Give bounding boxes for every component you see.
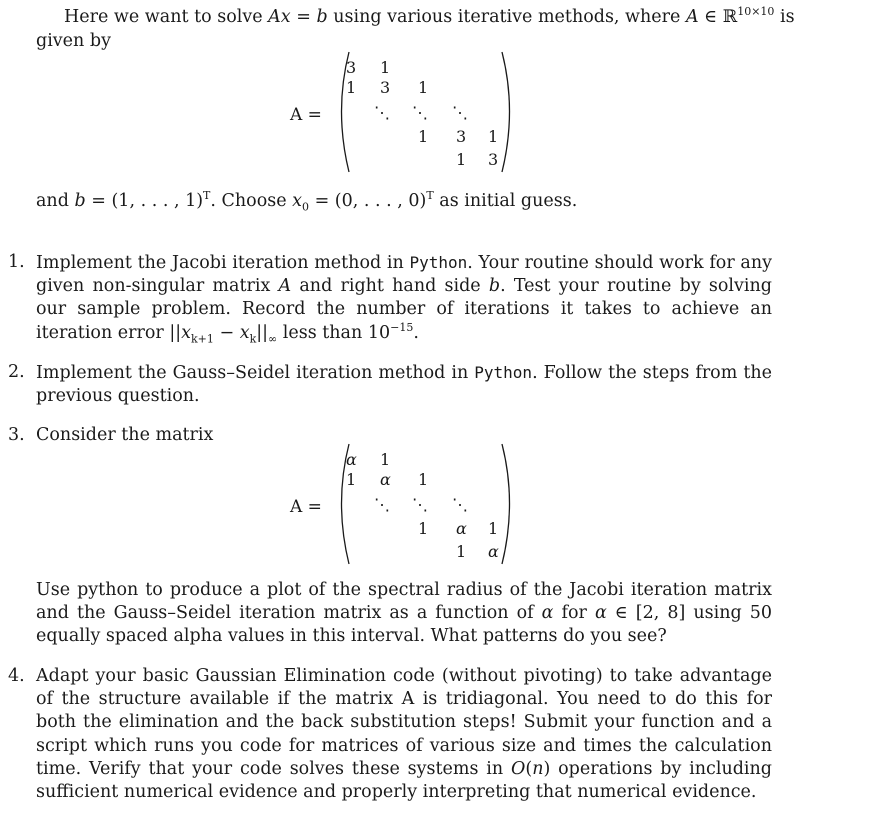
matrix-cell: 1 [488,519,499,538]
matrix-ddots: ⋱ [452,495,468,514]
text: . Choose [210,191,293,211]
matrix-cell: 1 [418,78,429,97]
matrix-2-right-paren [502,444,510,564]
math-sub: k [249,332,257,346]
item-3-text [36,579,772,649]
text: Implement the Gauss–Seidel iteration method in [36,363,475,383]
text: using 50 equally spaced alpha values in this interval. What patterns do you see? [36,603,772,647]
matrix-cell: 3 [346,58,357,77]
matrix-ddots: ⋱ [412,103,428,122]
text: . Your routine should work for any given non-singular matrix [36,253,772,297]
math-b: b [316,7,328,27]
matrix-cell: 1 [380,450,391,469]
matrix-2-lhs: A = [290,497,322,517]
math-x: x [292,191,303,211]
matrix-ddots: ⋱ [374,103,390,122]
math-paren: ) [543,758,551,779]
text: as initial guess. [433,191,578,211]
matrix-cell: 1 [418,519,429,538]
math-b-vector: = (1, . . . , 1) [85,191,204,211]
intro-text: Here we want to solve [64,7,269,27]
math-dim: 10×10 [737,5,775,19]
text: . [413,322,419,343]
intro-line-1 [64,6,795,29]
text: less than 10 [277,322,391,343]
math-b: b [74,191,86,211]
text: . Follow the steps from the previous question. [36,363,772,407]
math-n: n [532,758,544,779]
matrix-cell: 1 [346,78,357,97]
matrix-cell: 3 [456,127,467,146]
matrix-ddots: ⋱ [412,495,428,514]
math-norm: || [256,322,269,343]
item-1-text [36,251,772,345]
matrix-cell: 3 [488,150,499,169]
math-transpose: T [426,189,434,203]
text: for [553,603,595,624]
text: Implement the Jacobi iteration method in [36,253,410,273]
text: and right hand side [291,276,489,297]
item-1-number: 1. [8,252,25,272]
item-3-lead: Consider the matrix [36,425,214,445]
item-2-text [36,361,772,408]
text: . Test your routine by solving our sample problem. Record the number of iterations it takes to achieve an iteration error [36,276,772,343]
math-big-o: O [511,758,526,779]
matrix-cell: 1 [456,150,467,169]
matrix-1-lhs: A = [290,105,322,125]
matrix-1 [0,48,870,178]
matrix-cell: α [380,470,391,489]
math-A: A [685,7,699,27]
math-x0-vector: = (0, . . . , 0) [309,191,427,211]
math-sub: k+1 [191,332,214,346]
text: Use python to produce a plot of the spectral radius of the Jacobi iteration matrix and the Gauss–Seidel iteration matrix as a function of [36,580,772,624]
math-b: b [488,276,501,297]
math-infinity: ∞ [268,332,278,346]
initial-guess-line [36,190,577,213]
math-x-sub: 0 [302,200,310,214]
intro-text: using various iterative methods, where [327,7,686,27]
text: operations by including sufficient numerical evidence and properly interpreting that numerical evidence. [36,758,772,803]
matrix-1-right-paren [502,52,510,172]
math-ax: Ax [268,7,291,27]
item-4-number: 4. [8,666,25,686]
intro-line-2: given by [36,31,111,51]
math-paren: ( [525,758,533,779]
item-3-number: 3. [8,425,25,445]
math-eq: = [290,7,317,27]
math-exponent: −15 [390,320,414,334]
math-interval: ∈ [2, 8] [606,603,686,624]
math-x: x [181,322,192,343]
math-x: x [239,322,250,343]
math-A: A [278,276,292,297]
code-python: Python [409,253,468,272]
matrix-cell: 1 [418,127,429,146]
matrix-2 [0,440,870,570]
item-2-number: 2. [8,362,25,382]
text: Adapt your basic Gaussian Elimination code (without pivoting) to take advantage of the structure available if the matrix A is tridiagonal. You need to do this for both the elimination and the back substitution steps! Submit your function and a script which runs you code for matrices of various size and times the calculation time. Verify that your code solves these systems in [36,666,772,779]
matrix-cell: α [346,450,357,469]
math-transpose: T [203,189,211,203]
matrix-ddots: ⋱ [374,495,390,514]
matrix-cell: α [488,542,499,561]
matrix-cell: 1 [456,542,467,561]
matrix-cell: 1 [346,470,357,489]
math-norm: || [169,322,182,343]
text: and [36,191,75,211]
matrix-cell: 1 [488,127,499,146]
item-4-text [36,665,772,804]
matrix-cell: 3 [380,78,391,97]
math-alpha: α [541,603,554,624]
math-minus: − [213,322,240,343]
matrix-cell: α [456,519,467,538]
matrix-cell: 1 [380,58,391,77]
matrix-cell: 1 [418,470,429,489]
math-alpha: α [594,603,607,624]
math-in-R: ∈ ℝ [698,7,738,27]
code-python: Python [474,363,533,382]
matrix-ddots: ⋱ [452,103,468,122]
intro-text: is [774,7,795,27]
